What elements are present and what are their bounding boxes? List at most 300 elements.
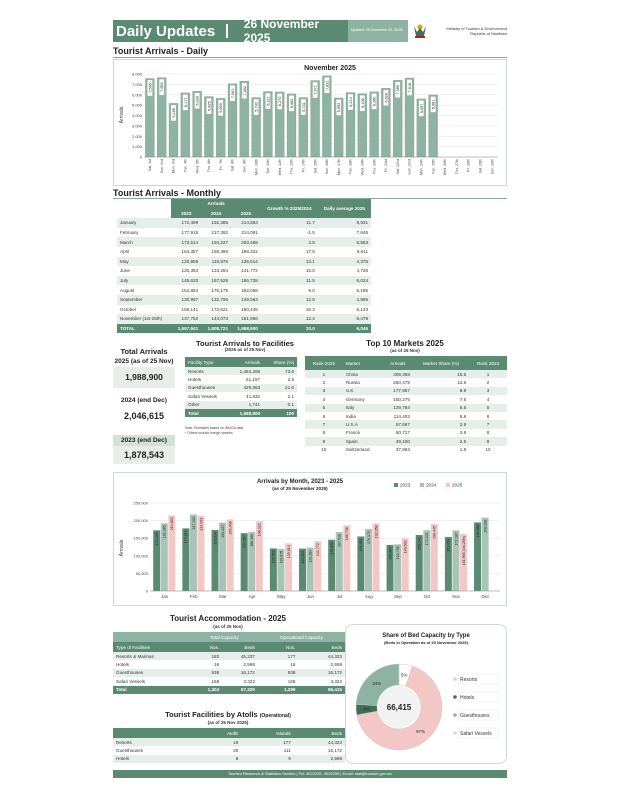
markets-header-row [305,356,507,370]
daily-xtick-label: Thu, 20th [372,159,377,175]
monthly-data-label: 154,854 [359,538,364,552]
markets-row-cell: 309,368 [383,370,413,378]
atolls-title-main: Tourist Facilities by Atolls [165,710,258,719]
accommodation-col-type: Type of Facilities [113,642,191,652]
monthly-row-cell: 10.3 [305,306,315,312]
accommodation-row-cell: 45,237 [222,652,258,660]
pie-title: Share of Bed Capacity by Type [382,633,470,639]
header-separator [226,24,228,38]
daily-data-label: 6,280 [372,96,377,107]
updated-note: Updated: 26 November 25, 08:00 [348,20,408,42]
pie-legend-label: Safari Vessels [460,731,492,737]
facilities-header-row [185,357,297,367]
monthly-row-cell: 144,073 [201,314,231,324]
monthly-chart-title: Arrivals by Month, 2023 - 2025 [256,479,344,485]
accommodation-row-cell: 44,323 [298,652,345,660]
monthly-row-cell: November (1st-25th) [117,314,171,324]
accommodation-row [113,669,345,677]
monthly-row-cell: 4.8 [261,237,318,247]
monthly-row [117,228,371,238]
monthly-row-cell: June [120,268,130,274]
accommodation-total-row-cell: 1,299 [258,686,299,694]
pie-legend-swatch [453,731,457,735]
monthly-chart-ylabel: Arrivals [119,539,125,557]
markets-row-cell: 3 [305,387,343,395]
monthly-data-label: 194,227 [220,524,225,538]
monthly-row-cell: 6,611 [356,249,368,255]
monthly-section-title: Tourist Arrivals - Monthly [113,188,222,198]
daily-xtick-label: Tue, 25th [431,159,436,175]
atolls-col-atolls: Atolls [197,728,241,738]
monthly-total-row-cell: 1,808,721 [201,324,231,334]
pie-legend-label: Hotels [460,695,475,701]
accommodation-total-row-cell: 66,415 [298,686,345,694]
daily-xtick-label: Mon, 17th [336,159,341,175]
facilities-row-cell: 2.6 [287,377,294,383]
accommodation-total-row-cell: 67,329 [222,686,258,694]
atolls-col-type [113,728,197,738]
monthly-row-cell: 123,284 [211,268,228,274]
accommodation-total-row-cell: Total [113,686,191,694]
markets-row-cell: 2 [486,380,490,386]
daily-ytick-label: 8,000 [131,71,142,77]
facilities-note-1: Note: Estimates based on IMUGA data. [185,426,245,430]
monthly-ytick-label: 150,000 [133,535,148,541]
markets-row-cell: 1.9 [459,447,467,453]
monthly-row-cell: 194,227 [201,237,231,247]
facilities-col-arrivals: Arrivals [230,357,264,367]
daily-xtick-label: Fri, 28th [466,159,471,173]
header-date: 26 November 2025 [243,17,320,45]
card-2024-value: 2,046,615 [113,406,175,427]
monthly-chart-subtitle: (as of 25 November 2025) [272,486,328,491]
monthly-data-label: 120,363 [300,550,305,564]
accommodation-col-nos: Nos. [258,642,299,652]
monthly-total-row-cell: TOTAL [117,324,171,334]
daily-xtick-label: Fri, 14th [301,159,306,173]
monthly-row-cell: October [120,306,137,312]
markets-subtitle: (as of 25 Nov) [390,348,420,353]
facilities-title: Tourist Arrivals to Facilities [196,339,294,348]
markets-row [305,446,507,454]
card-2023-value: 1,878,543 [113,446,175,464]
markets-row [305,370,507,378]
facilities-row-cell: 0.1 [263,401,297,409]
monthly-data-label: 217,392 [191,516,196,530]
monthly-xtick-label: Jan [161,594,169,599]
monthly-legend-label: 2024 [426,482,437,488]
facilities-row-cell: Resorts [185,367,230,375]
facilities-total-row-cell: 100 [263,409,297,417]
daily-data-label: 5,597 [419,103,424,114]
monthly-row-cell: 6,931 [318,218,371,228]
monthly-data-label: 192,058 [374,525,379,539]
monthly-row-cell: 135,614 [231,257,261,267]
accommodation-row-cell: 168 [211,678,220,684]
monthly-row [117,257,371,267]
monthly-row-cell: March [117,237,171,247]
facilities-row-cell: 2.1 [287,393,294,399]
facilities-row-cell: 41,832 [246,393,261,399]
accommodation-row-cell: Safari Vessels [116,678,146,684]
markets-row-cell: Spain [343,437,383,445]
monthly-row [117,305,371,315]
monthly-legend-swatch [420,483,424,487]
markets-row-cell: 8 [486,430,490,436]
monthly-header-row-1 [117,199,371,209]
monthly-xtick-label: Feb [189,594,198,599]
monthly-row-cell: 198,322 [241,249,258,255]
daily-data-label: 7,399 [396,84,401,95]
monthly-data-label: 120,959 [271,550,276,564]
markets-row-cell: 250,478 [393,380,410,386]
facilities-row-cell: 429,863 [230,384,264,392]
markets-row-cell: 2.9 [413,420,469,428]
monthly-ytick-label: 250,000 [133,500,148,506]
monthly-row [117,266,371,276]
atolls-row-cell: 177 [241,738,293,746]
monthly-row-cell: 137,752 [171,314,201,324]
facilities-row [185,392,297,400]
accommodation-col-beds: Beds [222,642,258,652]
accommodation-row [113,652,345,660]
daily-data-label: 5,731 [301,102,306,112]
atolls-row [113,755,345,763]
accommodation-row [113,677,345,685]
atolls-header-row [113,728,345,738]
daily-xtick-label: Sun, 16th [325,159,330,175]
daily-data-label: 5,730 [254,102,259,112]
daily-data-label: 6,628 [384,92,389,103]
monthly-data-label: 190,445 [432,525,437,539]
monthly-data-label: 119,875 [279,550,284,564]
atolls-row-cell: Resorts [113,738,197,746]
monthly-data-label: 203,468 [228,521,233,535]
monthly-row-cell: August [120,287,135,293]
facilities-row-cell: 1,741 [230,401,264,409]
monthly-data-label: 168,366 [250,533,255,547]
facilities-row-cell: 1,464,268 [230,367,264,375]
monthly-data-label: 153,658 [446,538,451,552]
monthly-row-cell: -1.5 [306,230,315,236]
monthly-row-cell: 192,385 [201,218,231,228]
monthly-xtick-label: Dec [481,594,490,599]
daily-data-label: 5,650 [219,103,224,113]
markets-row-cell: 10 [321,447,327,453]
monthly-row-cell: 203,468 [231,237,261,247]
accommodation-row-cell: Hotels [116,662,130,668]
pie-legend-swatch [453,713,457,717]
daily-xtick-label: Thu, 6th [207,159,212,173]
markets-row-cell: 37,963 [395,447,410,453]
markets-col-rank-2024: Rank 2024 [469,356,507,370]
accommodation-row-cell: 16,172 [298,669,345,677]
monthly-data-label: 192,385 [162,525,167,539]
daily-xtick-label: Tue, 4th [183,159,188,173]
accommodation-row-cell: 938 [258,669,299,677]
monthly-blank-header [117,199,171,218]
markets-row [305,395,507,403]
monthly-row-cell: 177,915 [181,230,199,236]
daily-arrivals-chart [114,60,506,185]
daily-ytick-label: 6,000 [131,92,142,98]
facilities-table [185,357,297,417]
monthly-row-cell: 176,175 [211,287,228,293]
monthly-data-label: 135,614 [286,545,291,559]
accommodation-row-cell: 3,322 [330,678,342,684]
ministry-line-2: Republic of Maldives [470,31,507,36]
markets-col-rank-2025: Rank 2025 [305,356,343,370]
daily-data-label: 7,061 [231,88,235,98]
accommodation-row-cell: 182 [191,652,222,660]
monthly-data-label: 159,141 [417,536,422,550]
monthly-total-row-cell: 6,045 [318,324,371,334]
daily-xtick-label: Thu, 27th [454,159,459,175]
monthly-xtick-label: Mar [219,594,227,599]
facilities-row-cell: Hotels [188,377,202,383]
monthly-row [117,314,371,324]
markets-col-arrivals: Arrivals [383,356,413,370]
pie-slice-label: 24% [372,680,382,686]
monthly-row-cell: 4,726 [356,268,368,274]
monthly-row-cell: 12.6 [261,295,318,305]
monthly-row-cell: 161,966 [231,314,261,324]
monthly-row-cell: 6,024 [318,276,371,286]
markets-row-cell: 8.9 [413,387,469,395]
accommodation-table [113,632,345,694]
markets-row-cell: 1 [469,370,507,378]
atolls-table [113,728,345,763]
monthly-year-header: 2024 [201,209,231,219]
daily-xtick-label: Mon, 24th [419,159,424,175]
monthly-row-cell: July [117,276,171,286]
markets-row-cell: 177,957 [383,387,413,395]
monthly-total-row [117,324,371,334]
daily-xtick-label: Wed, 12th [277,159,282,176]
markets-row-cell: 1 [305,370,343,378]
pie-slice-label: 67% [416,728,425,734]
facilities-row [185,401,297,409]
monthly-arrivals-table [117,199,371,333]
monthly-row-cell: 173,514 [171,237,201,247]
monthly-row-cell: 17.8 [305,249,315,255]
facilities-total-row [185,409,297,417]
monthly-ytick-label: 50,000 [135,570,148,576]
daily-xtick-label: Sat, 8th [230,159,235,172]
accommodation-total-capacity-header: Total Capacity [191,632,258,642]
card-2025-label: 2025 (as of 25 Nov) [114,358,174,365]
accommodation-row-cell: 2,598 [243,662,255,668]
monthly-row-cell: 186,738 [231,276,261,286]
monthly-row-cell: 168,366 [211,249,228,255]
daily-xtick-label: Sun, 30th [490,159,495,175]
facilities-row-cell: 21.6 [263,384,297,392]
daily-xtick-label: Wed, 19th [360,159,365,176]
monthly-row-cell: 6,195 [356,287,368,293]
monthly-arrivals-header: Arrivals [171,199,261,209]
header-title-block [113,17,348,45]
markets-row [305,437,507,445]
markets-row-cell: 57,667 [383,420,413,428]
accommodation-row-cell: 16,172 [222,669,258,677]
daily-xtick-label: Tue, 11th [266,159,271,174]
monthly-row-cell: 15.0 [305,268,315,274]
daily-ylabel: Arrivals [119,106,125,124]
monthly-row-cell: 141,772 [241,268,258,274]
atolls-row-cell: 8 [197,755,241,763]
monthly-row-cell: 6,563 [318,237,371,247]
monthly-row-cell: 9.0 [308,287,315,293]
daily-xtick-label: Sat, 1st [148,159,153,172]
daily-xtick-label: Fri, 7th [218,159,223,171]
monthly-year-header: 2025 [231,209,261,219]
monthly-row-cell: 11.7 [261,218,318,228]
monthly-xtick-label: Aug [364,594,373,599]
pie-legend-swatch [453,677,457,681]
monthly-comparison-chart [114,473,506,605]
facilities-subtitle: (2025 as of 25 Nov) [224,347,266,352]
accommodation-row-cell: 16 [290,662,296,668]
markets-row [305,429,507,437]
monthly-row-cell: May [117,257,171,267]
daily-xtick-label: Sat, 22nd [395,159,400,175]
atolls-row-cell: 20 [233,748,239,754]
daily-xtick-label: Sat, 29th [478,159,483,174]
bed-capacity-panel [345,624,507,764]
atolls-row-cell: 111 [283,748,291,754]
atolls-row-cell: 9 [241,755,293,763]
monthly-row-cell: 145,620 [171,276,201,286]
markets-row-cell: Italy [343,404,383,412]
accommodation-row-cell: Resorts & Marinas [113,652,191,660]
daily-data-label: 5,692 [337,102,342,113]
accommodation-title: Tourist Accommodation - 2025 [169,614,287,623]
markets-row-cell: 129,784 [383,404,413,412]
monthly-row-cell: 192,058 [241,287,258,293]
daily-data-label: 6,177 [183,97,188,108]
monthly-row-cell: September [117,295,171,305]
markets-row-cell: 114,402 [393,413,410,419]
monthly-row-cell: 120,959 [171,257,201,267]
accommodation-row [113,660,345,668]
monthly-xtick-label: Apr [248,594,256,599]
monthly-row-cell: 214,863 [231,218,261,228]
daily-ytick-label: 0 [139,154,142,160]
atolls-row-cell: 19 [197,738,241,746]
accommodation-row-cell: 3,322 [243,678,255,684]
accommodation-row-cell: 177 [258,652,299,660]
pie-center-value: 66,415 [386,703,412,712]
markets-row-cell: U.K [343,387,383,395]
monthly-row [117,276,371,286]
page-title: Daily Updates [116,22,216,40]
atolls-row [113,738,345,746]
atolls-col-beds: Beds [294,728,345,738]
daily-ytick-label: 3,000 [131,123,142,129]
monthly-xtick-label: Jul [336,594,343,599]
monthly-row-cell: 7,646 [356,230,368,236]
markets-row [305,404,507,412]
facilities-row [185,367,297,375]
markets-row-cell: U.S.A [343,420,383,428]
atolls-row [113,746,345,754]
monthly-row-cell: 172,499 [171,218,201,228]
accommodation-operational-header: Operational Capacity [258,632,345,642]
markets-row-cell: 4 [486,396,490,402]
markets-row-cell: 7.6 [459,396,467,402]
monthly-row-cell: 6,479 [318,314,371,324]
markets-row-cell: China [343,370,383,378]
daily-ytick-label: 2,000 [131,133,142,139]
monthly-row-cell: 4,985 [318,295,371,305]
daily-data-label: 7,302 [242,85,247,96]
monthly-ytick-label: 200,000 [133,518,148,524]
monthly-row-cell: January [117,218,171,228]
markets-row-cell: 5 [469,404,507,412]
monthly-daily-header: Daily average 2025 [318,199,371,218]
facilities-row-cell: Guesthouses [185,384,230,392]
markets-row-cell: 5.8 [459,413,467,419]
daily-xtick-label: Tue, 18th [348,159,353,175]
markets-row-cell: 50,717 [395,430,410,436]
daily-xtick-label: Mon, 3rd [171,159,176,174]
monthly-row-cell: 172,621 [211,306,228,312]
facilities-total-row-cell: Total [185,409,230,417]
atolls-title [113,710,343,719]
markets-row-cell: 2.5 [413,437,469,445]
pie-slice-label: 4% [363,706,370,712]
monthly-row [117,285,371,295]
atolls-row-cell: Guesthouses [116,748,144,754]
monthly-data-label: 164,357 [242,535,247,549]
daily-xtick-label: Mon, 10th [254,159,259,175]
pie-subtitle: (Beds in Operation as of 25 November 2025) [384,640,468,645]
accommodation-col-beds: Beds [298,642,345,652]
monthly-row-cell: 190,445 [241,306,258,312]
daily-data-label: 7,371 [313,85,318,95]
monthly-data-label: 161,966 (1st-25th) [461,535,466,566]
markets-row-cell: 9 [305,437,343,445]
monthly-data-label: 172,621 [425,532,430,546]
monthly-row-cell: 4,375 [318,257,371,267]
monthly-row [117,218,371,228]
daily-data-label: 5,165 [172,108,176,118]
markets-title: Top 10 Markets 2025 [366,339,444,348]
header-banner [113,17,507,45]
accommodation-total-row-cell: 1,304 [191,686,222,694]
markets-row-cell: Germany [345,396,365,402]
monthly-row-cell: 6,143 [356,306,368,312]
markets-row-cell: 10 [485,447,491,453]
daily-data-label: 6,108 [360,98,365,108]
monthly-row-cell: 149,563 [231,295,261,305]
monthly-year-header: 2023 [171,209,201,219]
daily-xtick-label: Fri, 21st [384,159,389,172]
maldives-emblem-icon [408,20,432,42]
monthly-data-label: 141,772 [316,543,320,557]
atolls-row-cell: 16,172 [327,748,342,754]
markets-row-cell: France [345,430,361,436]
ministry-name [432,20,507,42]
atolls-row-cell: Hotels [113,755,197,763]
monthly-legend-swatch [394,483,398,487]
monthly-row-cell: 13.1 [261,257,318,267]
monthly-data-label: 145,620 [330,541,334,555]
daily-data-label: 5,825 [207,101,212,111]
monthly-data-label: 208,388 [483,519,488,533]
markets-col-share: Market Share (%) [413,356,469,370]
monthly-row [117,247,371,257]
